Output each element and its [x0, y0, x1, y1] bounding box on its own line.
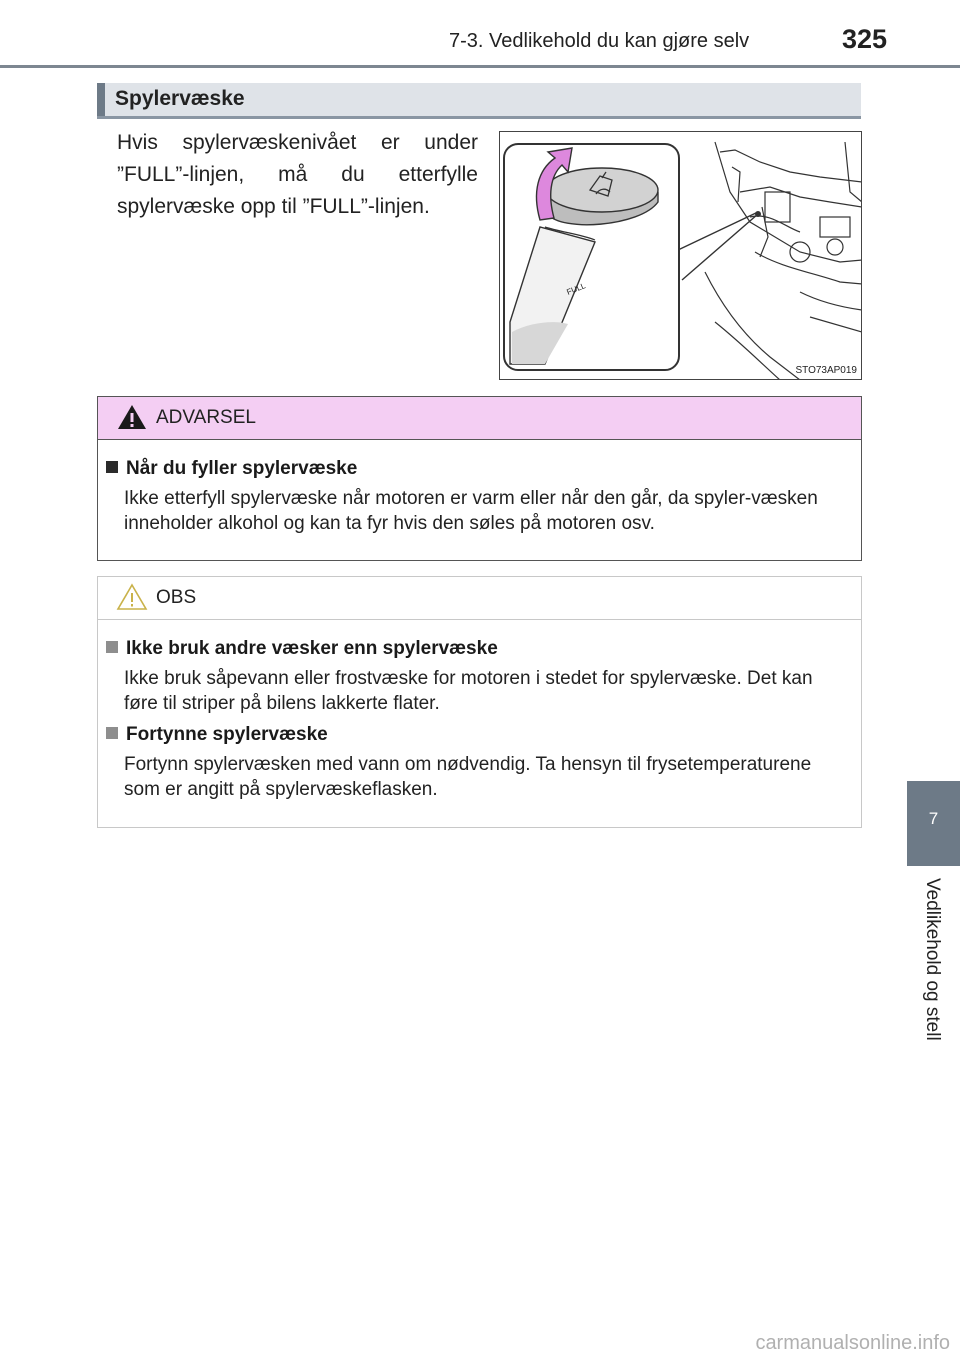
- notice-item-title: Fortynne spylervæske: [106, 724, 328, 746]
- notice-item-text: Ikke bruk såpevann eller frostvæske for motoren i stedet for spylervæske. Det kan føre til striper på bilens lakkerte flater.: [124, 668, 813, 714]
- header-chapter: 7-3. Vedlikehold du kan gjøre selv: [449, 30, 750, 52]
- warning-triangle-icon: [116, 403, 148, 431]
- bullet-icon: [106, 641, 118, 653]
- chapter-side-label: [916, 878, 946, 1058]
- watermark: carmanualsonline.info: [755, 1332, 950, 1354]
- notice-header: [98, 577, 861, 620]
- figure-code: STO73AP019: [795, 365, 857, 376]
- chapter-tab: [907, 781, 960, 866]
- notice-label: OBS: [156, 587, 197, 608]
- notice-box: [97, 576, 862, 828]
- warning-item-title: Når du fyller spylervæske: [106, 458, 357, 480]
- washer-fluid-figure: [499, 131, 862, 380]
- title-accent: [97, 83, 105, 116]
- warning-box: [97, 396, 862, 561]
- full-level-label: FULL: [565, 281, 587, 297]
- section-title: Spylervæske: [115, 87, 245, 110]
- warning-header: [98, 397, 861, 440]
- section-title-bar: [97, 83, 861, 119]
- washer-fluid-illustration: [500, 132, 862, 380]
- callout-lines: [678, 212, 758, 280]
- page-number: 325: [842, 24, 888, 54]
- intro-text: Hvis spylervæskenivået er under ”FULL”-linjen, må du etterfylle spylervæske opp til ”FULL”-linjen.: [117, 131, 478, 218]
- notice-triangle-icon: [116, 583, 148, 611]
- chapter-title: Vedlikehold og stell: [922, 878, 943, 1041]
- warning-label: ADVARSEL: [156, 407, 256, 428]
- reservoir-marker: [755, 211, 761, 217]
- warning-item-text: Ikke etterfyll spylervæske når motoren er varm eller når den går, da spyler-væsken inneholder alkohol og kan ta fyr hvis den søles på motoren osv.: [124, 488, 818, 534]
- bullet-icon: [106, 461, 118, 473]
- chapter-number: 7: [928, 809, 939, 828]
- notice-item-title: Ikke bruk andre væsker enn spylervæske: [106, 638, 498, 660]
- bullet-icon: [106, 727, 118, 739]
- engine-bay-drawing: [705, 142, 862, 380]
- notice-item-text: Fortynn spylervæsken med vann om nødvendig. Ta hensyn til frysetemperaturene som er angitt på spylervæskeflasken.: [124, 754, 812, 800]
- header-rule: [0, 65, 960, 68]
